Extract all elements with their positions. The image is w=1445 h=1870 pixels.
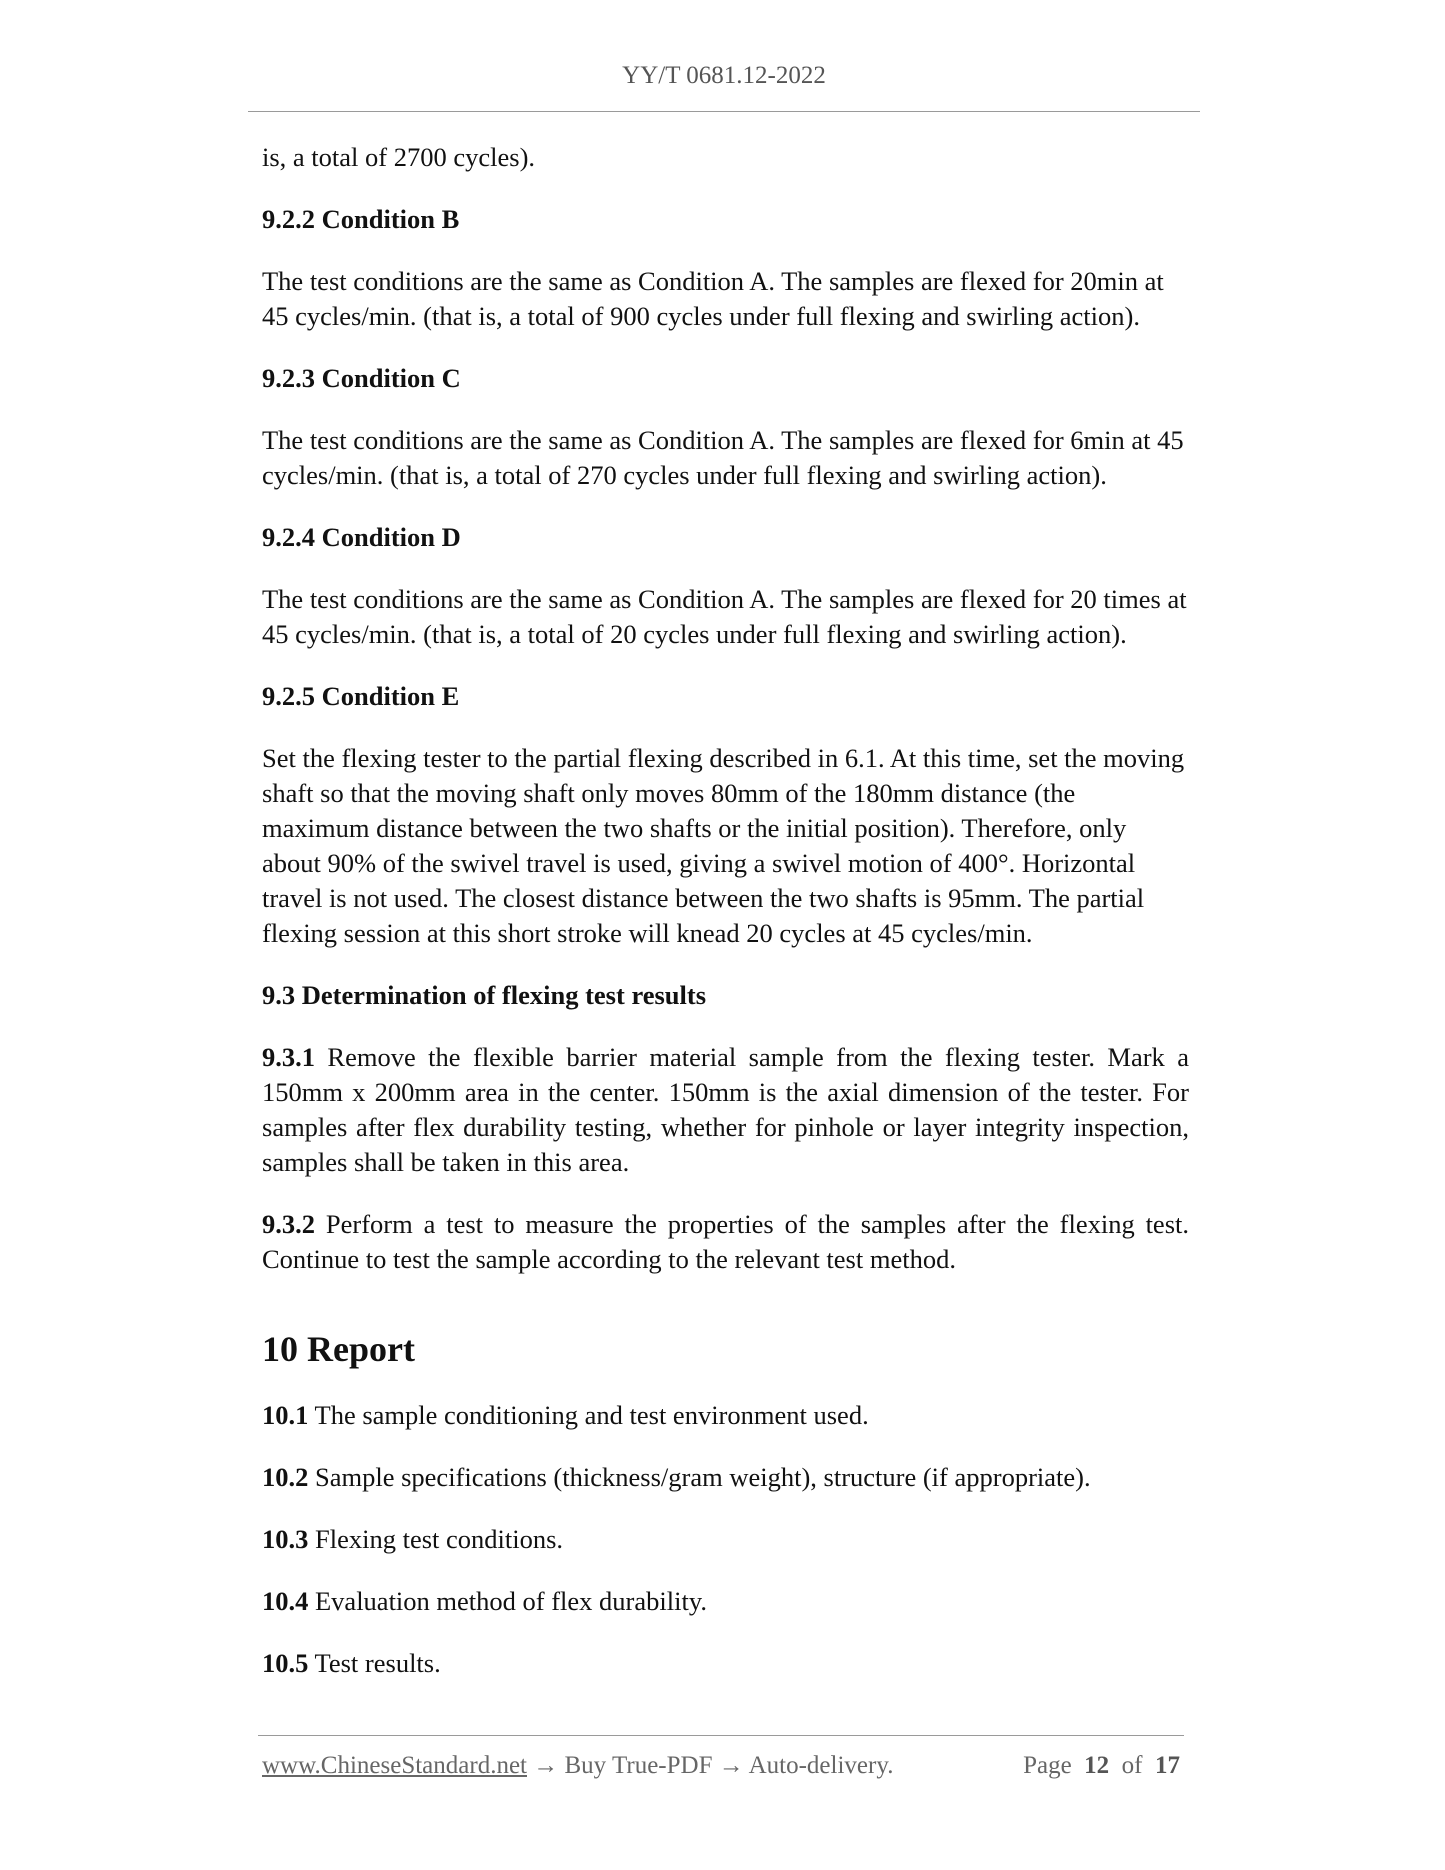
clause-text-9-3-1: Remove the flexible barrier material sample from the flexing tester. Mark a 150mm x 200mm area in the center. 150mm is the axial dimension of the tester. For samples after flex durability testing, whether for pinhole or layer integrity inspection, samples shall be taken in this area. — [262, 1042, 1189, 1177]
report-item-text: Evaluation method of flex durability. — [308, 1586, 708, 1616]
report-item — [262, 1522, 1189, 1557]
report-item-number: 10.5 — [262, 1648, 309, 1678]
header-divider — [248, 111, 1200, 112]
report-item-number: 10.2 — [262, 1462, 309, 1492]
paragraph-9-2-3: The test conditions are the same as Condition A. The samples are flexed for 6min at 45 cycles/min. (that is, a total of 270 cycles under full flexing and swirling action). — [262, 425, 1184, 490]
continuation-paragraph: is, a total of 2700 cycles). — [262, 142, 536, 172]
heading-9-2-3: 9.2.3 Condition C — [262, 363, 461, 393]
page-indicator — [1023, 1752, 1180, 1780]
footer-divider — [258, 1735, 1184, 1736]
report-item — [262, 1398, 1189, 1433]
paragraph-9-3-1 — [262, 1040, 1189, 1180]
section-heading-10: 10 Report — [262, 1329, 415, 1369]
report-item — [262, 1460, 1189, 1495]
page-label: Page — [1023, 1752, 1072, 1779]
clause-number-9-3-1: 9.3.1 — [262, 1042, 315, 1072]
report-item — [262, 1646, 1189, 1681]
report-item-text: Sample specifications (thickness/gram weight), structure (if appropriate). — [308, 1462, 1091, 1492]
clause-text-9-3-2: Perform a test to measure the properties of the samples after the flexing test. Continue to test the sample according to the relevant test method. — [262, 1209, 1189, 1274]
paragraph-9-3-2 — [262, 1207, 1189, 1277]
of-label: of — [1121, 1752, 1143, 1779]
clause-number-9-3-2: 9.3.2 — [262, 1209, 315, 1239]
heading-9-2-4: 9.2.4 Condition D — [262, 522, 461, 552]
heading-9-2-5: 9.2.5 Condition E — [262, 681, 460, 711]
report-item-number: 10.1 — [262, 1400, 309, 1430]
page-current: 12 — [1084, 1752, 1110, 1779]
report-item-number: 10.3 — [262, 1524, 309, 1554]
heading-9-3: 9.3 Determination of flexing test results — [262, 980, 707, 1010]
footer-promo — [262, 1752, 893, 1780]
report-item — [262, 1584, 1189, 1619]
report-item-text: Flexing test conditions. — [308, 1524, 564, 1554]
report-item-number: 10.4 — [262, 1586, 309, 1616]
page-total: 17 — [1155, 1752, 1180, 1779]
document-header: YY/T 0681.12-2022 — [622, 62, 826, 89]
heading-9-2-2: 9.2.2 Condition B — [262, 204, 460, 234]
report-item-text: The sample conditioning and test environment used. — [308, 1400, 869, 1430]
paragraph-9-2-5: Set the flexing tester to the partial flexing described in 6.1. At this time, set the moving shaft so that the moving shaft only moves 80mm of the 180mm distance (the maximum distance between the two shafts or the initial position). Therefore, only about 90% of the swivel travel is used, giving a swivel motion of 400°. Horizontal travel is not used. The closest distance between the two shafts is 95mm. The partial flexing session at this short stroke will knead 20 cycles at 45 cycles/min. — [262, 743, 1185, 948]
paragraph-9-2-4: The test conditions are the same as Condition A. The samples are flexed for 20 times at 45 cycles/min. (that is, a total of 20 cycles under full flexing and swirling action). — [262, 584, 1187, 649]
report-item-text: Test results. — [308, 1648, 441, 1678]
promo-text: → Buy True-PDF → Auto-delivery. — [527, 1752, 894, 1779]
page-content — [262, 140, 1189, 1708]
site-link[interactable]: www.ChineseStandard.net — [262, 1752, 527, 1779]
paragraph-9-2-2: The test conditions are the same as Condition A. The samples are flexed for 20min at 45 cycles/min. (that is, a total of 900 cycles under full flexing and swirling action). — [262, 266, 1164, 331]
